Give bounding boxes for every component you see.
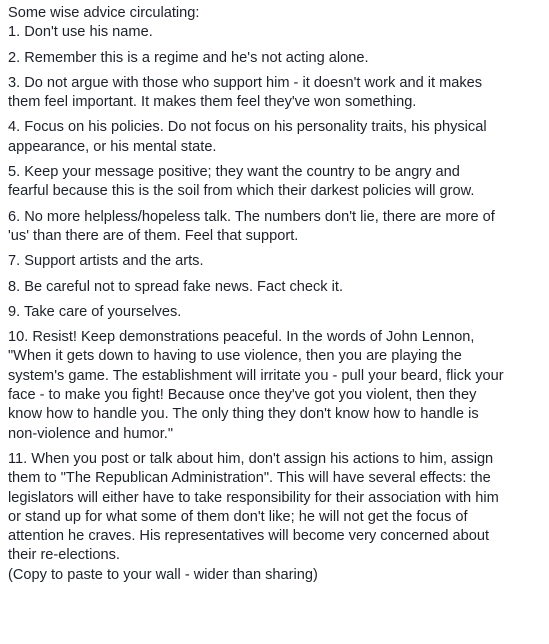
advice-item-10: 10. Resist! Keep demonstrations peaceful. In the words of John Lennon, "When it gets down to having to use violence, then you are playing the system's game. The establishment will irritate you - pull your beard, flick your face - to make you fight! Because once they've got you violent, then they know how to handle you. The only thing they don't know how to handle is non-violence and humor." xyxy=(8,329,504,442)
advice-list xyxy=(8,23,541,565)
advice-item-3: 3. Do not argue with those who support him - it doesn't work and it makes them feel important. It makes them feel they've won something. xyxy=(8,74,483,111)
advice-item-5: 5. Keep your message positive; they want the country to be angry and fearful because this is the soil from which their darkest policies will grow. xyxy=(8,164,475,200)
advice-item-2: 2. Remember this is a regime and he's not acting alone. xyxy=(8,49,369,66)
advice-item-1: 1. Don't use his name. xyxy=(8,24,153,41)
advice-item-11: 11. When you post or talk about him, don't assign his actions to him, assign them to "The Republican Administration". This will have several effects: the legislators will either have to take responsibility for their association with him or stand up for what some of them don't like; he will not get the focus of attention he craves. His representatives will become very concerned about their re-elections. xyxy=(8,450,499,564)
advice-item-7: 7. Support artists and the arts. xyxy=(8,253,204,270)
advice-item-6: 6. No more helpless/hopeless talk. The numbers don't lie, there are more of 'us' than there are of them. Feel that support. xyxy=(8,208,495,244)
post-intro: Some wise advice circulating: xyxy=(8,5,200,21)
post-footer: (Copy to paste to your wall - wider than sharing) xyxy=(8,566,318,583)
advice-item-8: 8. Be careful not to spread fake news. Fact check it. xyxy=(8,278,344,295)
advice-item-9: 9. Take care of yourselves. xyxy=(8,303,182,320)
advice-item-4: 4. Focus on his policies. Do not focus on his personality traits, his physical appearance, or his mental state. xyxy=(8,119,487,155)
